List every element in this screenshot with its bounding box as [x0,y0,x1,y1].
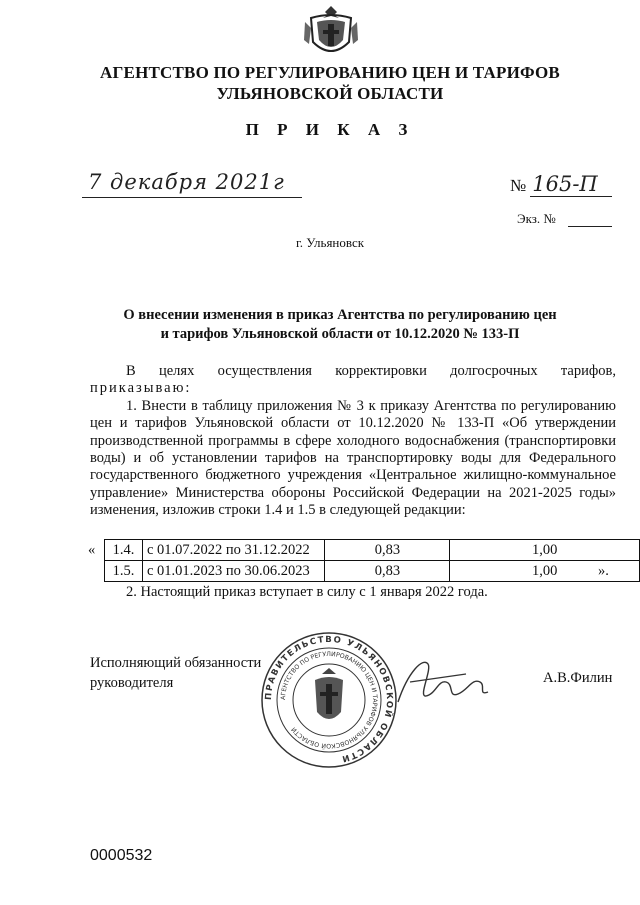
item-2: 2. Настоящий приказ вступает в силу с 1 января 2022 года. [126,584,488,600]
agency-name [60,62,600,104]
order-word: приказываю: [90,380,192,397]
title-line-1: О внесении изменения в приказ Агентства по регулированию цен [123,307,557,323]
signer-position [90,653,261,693]
copy-number-blank [568,226,612,227]
position-line-2: руководителя [90,675,174,691]
row-number: 1.5. [105,561,143,582]
official-seal-icon [260,630,398,770]
handwritten-signature-icon [388,652,498,712]
item-1: 1. Внести в таблицу приложения № 3 к приказу Агентства по регулированию цен и тарифов Ульяновской области от 10.12.2020 № 133-П «Об утверждении производственной программы в сфере холодного водоснабжения (транспортировки воды) и об установлении тарифов на транспортировку воды для Федерального государственного бюджетного учреждения «Центральное жилищно-коммунальное управление» Министерства обороны Российской Федерации на 2021-2025 годы» изменения, изложив строки 1.4 и 1.5 в следующей редакции: [90,397,616,519]
row-number: 1.4. [105,540,143,561]
tariff-table [104,539,640,582]
row-value-2: 1,00 [450,540,640,561]
document-title [90,306,590,344]
copy-number-label: Экз. № [517,211,556,226]
quote-close: ». [598,563,609,579]
intro-paragraph: В целях осуществления корректировки долгосрочных тарифов, [126,363,616,379]
quote-open: « [88,542,96,558]
coat-of-arms-icon [301,2,361,62]
position-line-1: Исполняющий обязанности [90,655,262,671]
number-prefix: № [510,176,527,195]
row-period: с 01.07.2022 по 31.12.2022 [142,540,325,561]
row-value-2: 1,00 [450,561,640,582]
document-body [90,363,616,520]
agency-line-2: УЛЬЯНОВСКОЙ ОБЛАСТИ [216,84,444,103]
document-number [510,172,598,196]
date-underline [82,197,302,198]
title-line-2: и тарифов Ульяновской области от 10.12.2020 № 133-П [160,326,520,342]
row-value-1: 0,83 [325,561,450,582]
serial-number: 0000532 [90,847,153,864]
number-value: 165-П [532,172,598,196]
document-type: П Р И К А З [245,120,415,139]
row-value-1: 0,83 [325,540,450,561]
table-row [105,540,640,561]
table-row [105,561,640,582]
agency-line-1: АГЕНТСТВО ПО РЕГУЛИРОВАНИЮ ЦЕН И ТАРИФОВ [100,63,560,82]
row-period: с 01.01.2023 по 30.06.2023 [142,561,325,582]
seal-inner-text: АГЕНТСТВО ПО РЕГУЛИРОВАНИЮ ЦЕН И ТАРИФОВ УЛЬЯНОВСКОЙ ОБЛАСТИ [279,650,379,750]
signer-name: А.В.Филин [543,670,613,686]
seal-outer-text: ПРАВИТЕЛЬСТВО УЛЬЯНОВСКОЙ ОБЛАСТИ [263,634,395,764]
number-underline [530,196,612,197]
city: г. Ульяновск [295,235,365,250]
document-date: 7 декабря 2021г [88,170,285,194]
